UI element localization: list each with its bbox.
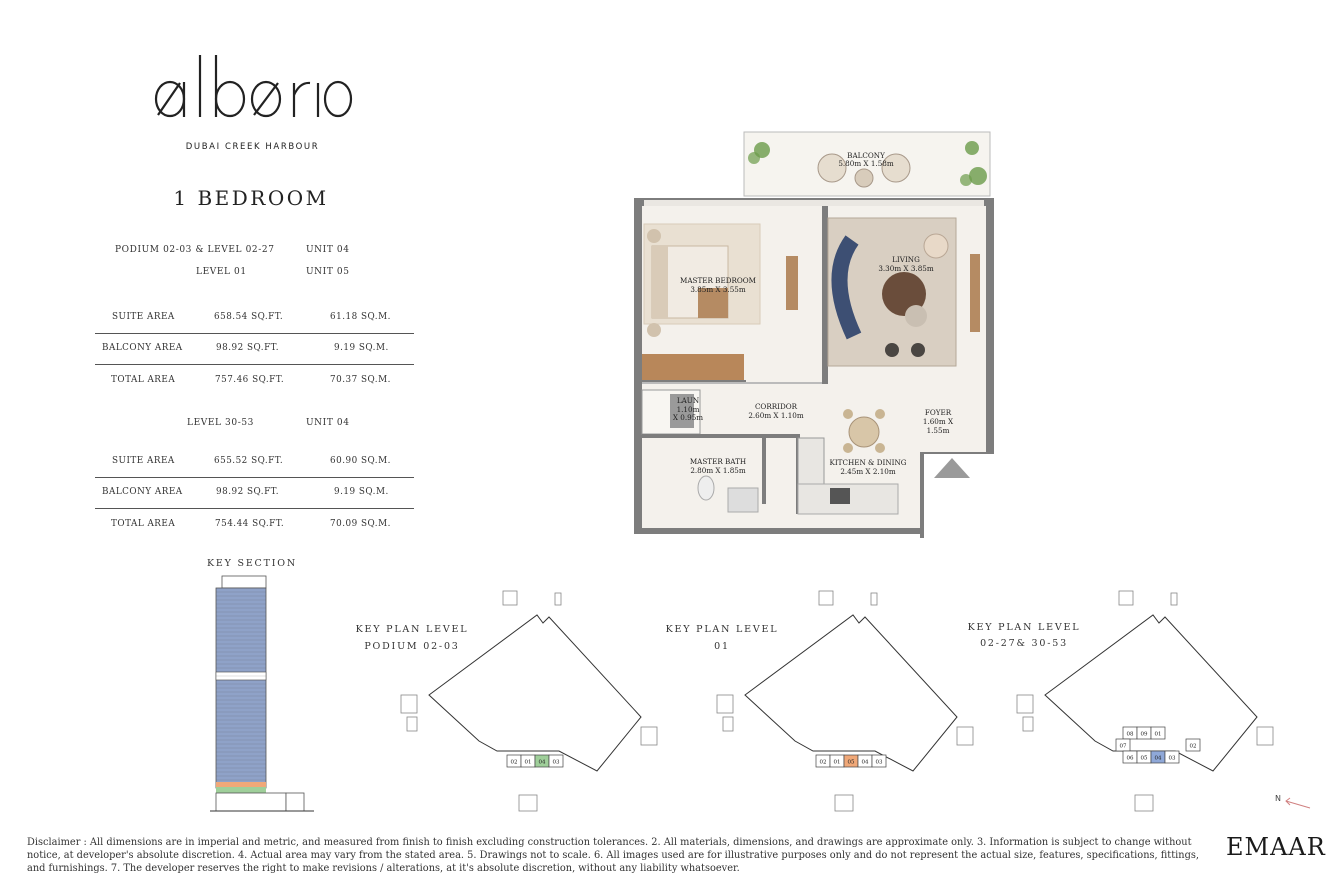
flag-icon [1171,593,1177,605]
group2-level: LEVEL 30-53 [187,418,254,428]
laun-name: LAUN [676,396,700,405]
building-icon [1017,695,1033,713]
kitchen-dims: 2.45m X 2.10m [840,467,896,476]
key-plan-3-line1: KEY PLAN LEVEL [967,622,1081,633]
unit-number: 07 [1119,743,1127,750]
foyer-name: FOYER [924,408,952,417]
boat-icon [1023,717,1033,731]
bedroom-name: MASTER BEDROOM [679,276,757,285]
key-plan-2 [717,591,973,811]
key-section-diagram [210,574,320,814]
key-plan-2-line2: 01 [714,641,730,652]
group2-unit: UNIT 04 [306,418,350,428]
lamp-icon [647,323,661,337]
row-sqft: 754.44 SQ.FT. [215,519,285,529]
row-sqm: 9.19 SQ.M. [334,343,389,353]
unit-type-title: 1 BEDROOM [173,186,329,210]
sink-icon [728,488,758,512]
table-row [95,447,414,478]
key-plan-2-line1: KEY PLAN LEVEL [665,624,779,635]
unit-number: 02 [819,759,827,766]
key-plan-1-line2: PODIUM 02-03 [364,641,460,652]
foyer-dims1: 1.60m X [922,417,954,426]
row-sqft: 658.54 SQ.FT. [214,312,284,322]
kitchen-name: KITCHEN & DINING [829,458,907,467]
row-label: TOTAL AREA [111,519,176,529]
unit-number: 03 [552,759,560,766]
unit-number: 01 [1154,731,1162,738]
row-label: BALCONY AREA [102,487,183,497]
building-icon [1257,727,1273,745]
unit-number: 05 [847,759,855,766]
corridor-dims: 2.60m X 1.10m [748,411,804,420]
unit-number: 02 [1189,743,1197,750]
group1-level-b: LEVEL 01 [196,267,247,277]
location-subtitle: DUBAI CREEK HARBOUR [185,142,320,152]
row-sqft: 98.92 SQ.FT. [216,343,280,353]
key-plan-1-line1: KEY PLAN LEVEL [355,624,469,635]
unit-number: 01 [524,759,532,766]
unit-number: 05 [1140,755,1148,762]
building-icon [641,727,657,745]
row-sqm: 9.19 SQ.M. [334,487,389,497]
stove-icon [798,438,824,484]
row-label: SUITE AREA [112,456,175,466]
dining-table [849,417,879,447]
key-section-title: KEY SECTION [206,558,298,569]
floor-plan [630,128,1000,538]
laun-dims1: 1.10m [676,405,700,414]
lamp-icon [647,229,661,243]
tree-icon [503,591,517,605]
balcony-dims: 5.80m X 1.58m [838,159,894,168]
table-row [95,366,414,397]
row-sqft: 98.92 SQ.FT. [216,487,280,497]
row-label: TOTAL AREA [111,375,176,385]
unit-number: 08 [1126,731,1134,738]
row-label: SUITE AREA [112,312,175,322]
unit-number: 04 [1154,755,1162,762]
row-sqm: 70.09 SQ.M. [330,519,391,529]
building-icon [957,727,973,745]
corridor-name: CORRIDOR [754,402,798,411]
emaar-logo: EMAAR [1226,833,1326,861]
unit-number: 01 [833,759,841,766]
living-name: LIVING [892,255,920,264]
group1-level-a: PODIUM 02-03 & LEVEL 02-27 [115,245,275,255]
row-sqm: 60.90 SQ.M. [330,456,391,466]
group1-unit-a: UNIT 04 [306,245,350,255]
table-row [95,478,414,509]
alberio-logo [150,45,355,125]
bedroom-dims: 3.85m X 3.55m [690,285,746,294]
unit-number: 03 [875,759,883,766]
divider [95,364,414,365]
north-label: N [1275,794,1281,803]
flag-icon [555,593,561,605]
unit-number: 04 [861,759,869,766]
flag-icon [871,593,877,605]
disclaimer-text: Disclaimer : All dimensions are in imperial and metric, and measured from finish to finish excluding construction tolerances. 2. All materials, dimensions, and drawings are approximate only. 3. Information is subject to change without notice, at developer's absolute discretion. 4. Actual area may vary from the stated area. 5. Drawings not to scale. 6. All images used are for illustrative purposes only and do not represent the actual size, features, specifications, fittings, and furnishings. 7. The developer reserves the right to make revisions / alterations, at it's absolute discretion, without any liability whatsoever. [27,837,1200,874]
bath-name: MASTER BATH [689,457,747,466]
boat-icon [407,717,417,731]
key-plans-diagram [395,585,1295,815]
balcony-name: BALCONY [847,151,885,160]
key-plan-1 [401,591,657,811]
building-icon [519,795,537,811]
key-plan-3-line2: 02-27& 30-53 [980,638,1068,649]
key-plan-3 [1017,591,1273,811]
table-row [95,510,414,541]
laun-dims2: X 0.95m [672,413,704,422]
unit-number: 09 [1140,731,1148,738]
north-arrow-icon [1284,796,1314,810]
building-icon [835,795,853,811]
unit-number: 03 [1168,755,1176,762]
row-sqm: 61.18 SQ.M. [330,312,391,322]
armchair [924,234,948,258]
unit-number: 04 [538,759,546,766]
foyer-dims2: 1.55m [926,426,950,435]
divider [95,508,414,509]
living-dims: 3.30m X 3.85m [878,264,934,273]
toilet-icon [698,476,714,500]
row-sqm: 70.37 SQ.M. [330,375,391,385]
row-sqft: 757.46 SQ.FT. [215,375,285,385]
table-row [95,303,414,334]
group1-unit-b: UNIT 05 [306,267,350,277]
bath-dims: 2.80m X 1.85m [690,466,746,475]
row-sqft: 655.52 SQ.FT. [214,456,284,466]
tree-icon [1119,591,1133,605]
unit-number: 06 [1126,755,1134,762]
table-row [95,334,414,365]
building-icon [1135,795,1153,811]
building-icon [401,695,417,713]
unit-number: 02 [510,759,518,766]
tree-icon [819,591,833,605]
boat-icon [723,717,733,731]
row-label: BALCONY AREA [102,343,183,353]
building-icon [717,695,733,713]
